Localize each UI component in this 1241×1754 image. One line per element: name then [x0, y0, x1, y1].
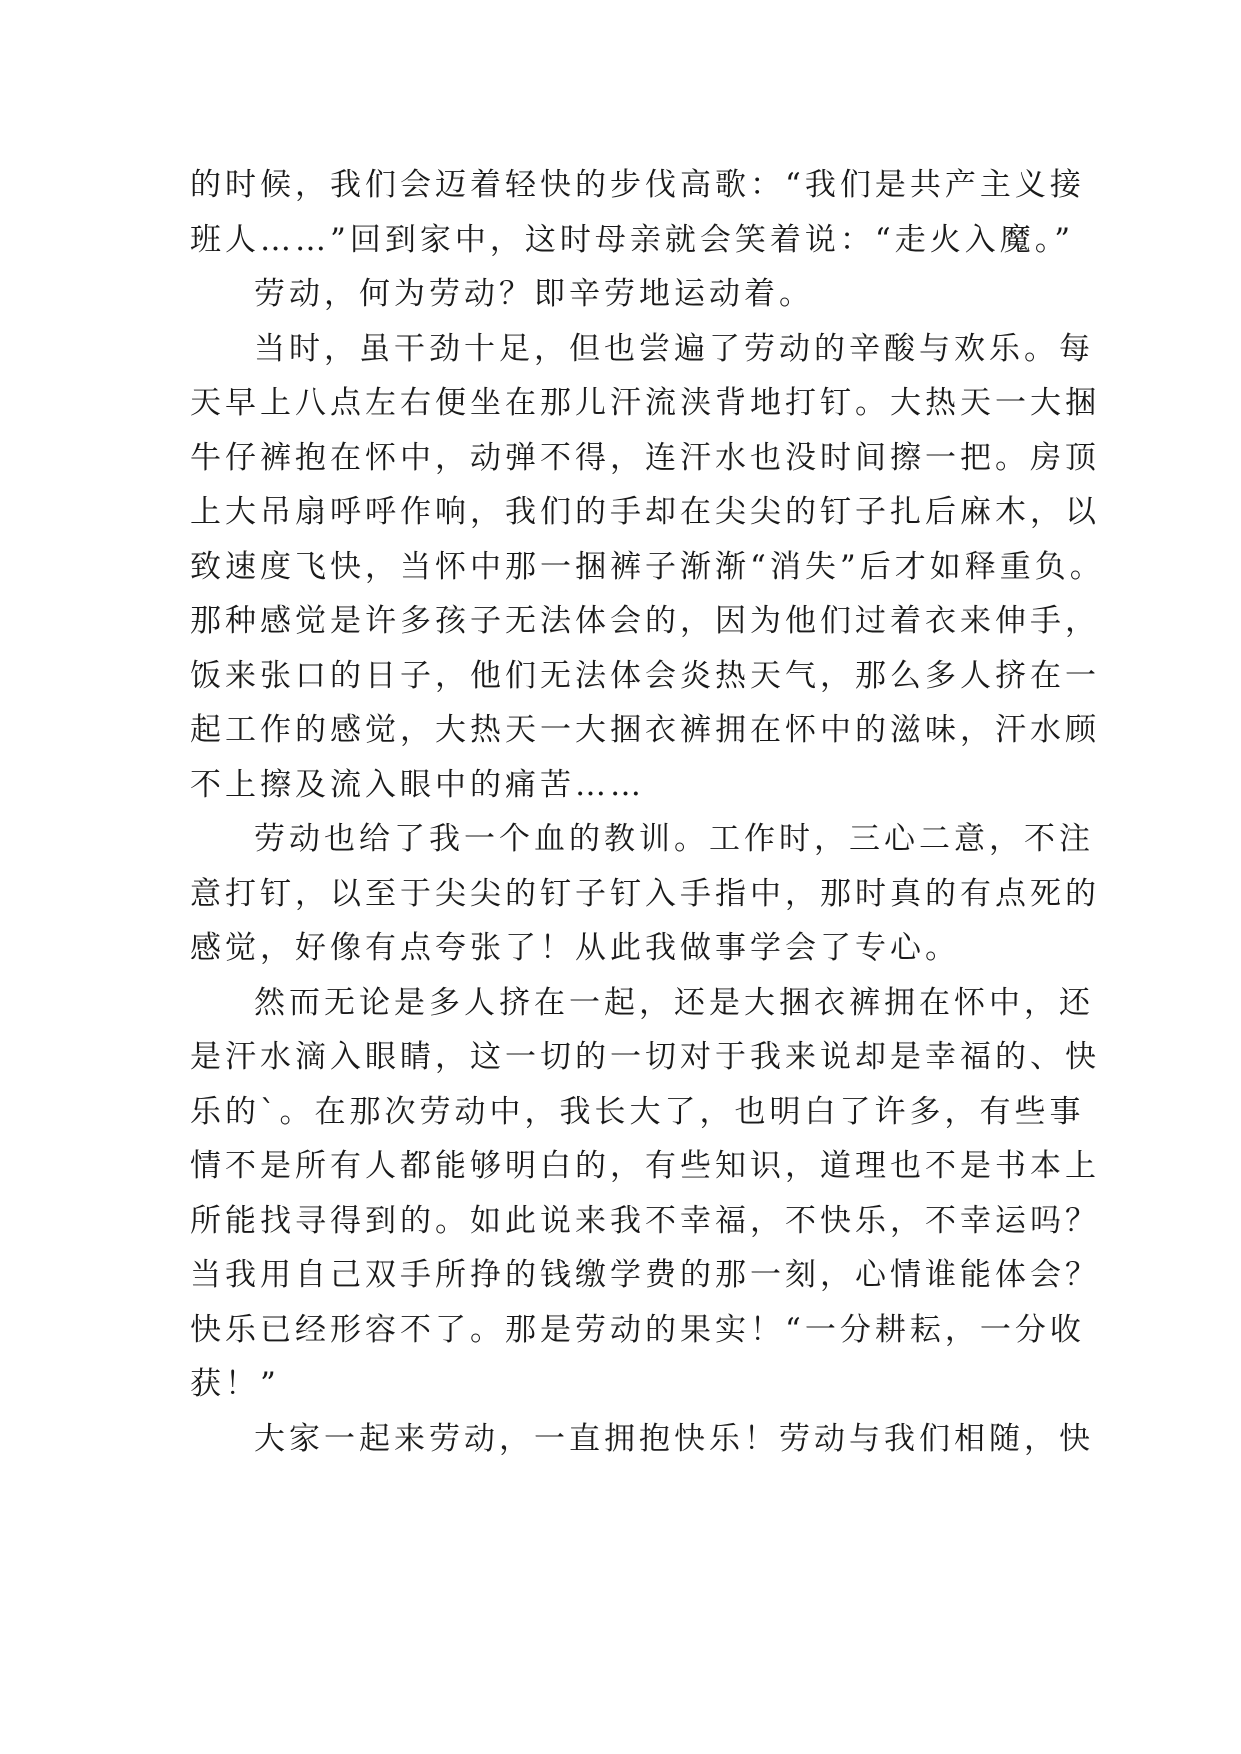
- text-line: 情不是所有人都能够明白的，有些知识，道理也不是书本上: [190, 1148, 1100, 1184]
- text-line: 是汗水滴入眼睛，这一切的一切对于我来说却是幸福的、快: [190, 1039, 1100, 1075]
- text-line: 天早上八点左右便坐在那儿汗流浃背地打钉。大热天一大捆: [190, 385, 1100, 421]
- text-line: 所能找寻得到的。如此说来我不幸福，不快乐，不幸运吗？: [190, 1202, 1100, 1239]
- text-line: 感觉，好像有点夸张了！从此我做事学会了专心。: [190, 930, 960, 966]
- text-line: 劳动也给了我一个血的教训。工作时，三心二意，不注: [254, 821, 1094, 857]
- text-line: 的时候，我们会迈着轻快的步伐高歌：“我们是共产主义接: [190, 167, 1085, 203]
- text-line: 致速度飞快，当怀中那一捆裤子渐渐“消失”后才如释重负。: [190, 548, 1105, 585]
- text-line: 意打钉，以至于尖尖的钉子钉入手指中，那时真的有点死的: [190, 875, 1100, 912]
- text-line: 当我用自己双手所挣的钱缴学费的那一刻，心情谁能体会？: [190, 1257, 1100, 1293]
- text-line: 劳动，何为劳动？即辛劳地运动着。: [254, 276, 814, 312]
- text-line: 上大吊扇呼呼作响，我们的手却在尖尖的钉子扎后麻木，以: [190, 494, 1100, 530]
- text-line: 然而无论是多人挤在一起，还是大捆衣裤拥在怀中，还: [254, 984, 1094, 1021]
- text-line: 起工作的感觉，大热天一大捆衣裤拥在怀中的滋味，汗水顾: [190, 712, 1100, 748]
- text-line: 不上擦及流入眼中的痛苦……: [190, 766, 645, 803]
- body-text: [190, 158, 1105, 1466]
- text-line: 快乐已经形容不了。那是劳动的果实！“一分耕耘，一分收: [190, 1311, 1085, 1348]
- text-line: 获！”: [190, 1366, 280, 1402]
- text-line: 牛仔裤抱在怀中，动弹不得，连汗水也没时间擦一把。房顶: [190, 439, 1100, 476]
- text-line: 乐的`。在那次劳动中，我长大了，也明白了许多，有些事: [190, 1093, 1085, 1130]
- text-line: 大家一起来劳动，一直拥抱快乐！劳动与我们相随，快: [254, 1420, 1094, 1457]
- text-line: 饭来张口的日子，他们无法体会炎热天气，那么多人挤在一: [190, 657, 1100, 694]
- text-line: 班人……”回到家中，这时母亲就会笑着说：“走火入魔。”: [190, 221, 1075, 258]
- text-line: 那种感觉是许多孩子无法体会的，因为他们过着衣来伸手，: [190, 603, 1100, 639]
- text-line: 当时，虽干劲十足，但也尝遍了劳动的辛酸与欢乐。每: [254, 330, 1094, 367]
